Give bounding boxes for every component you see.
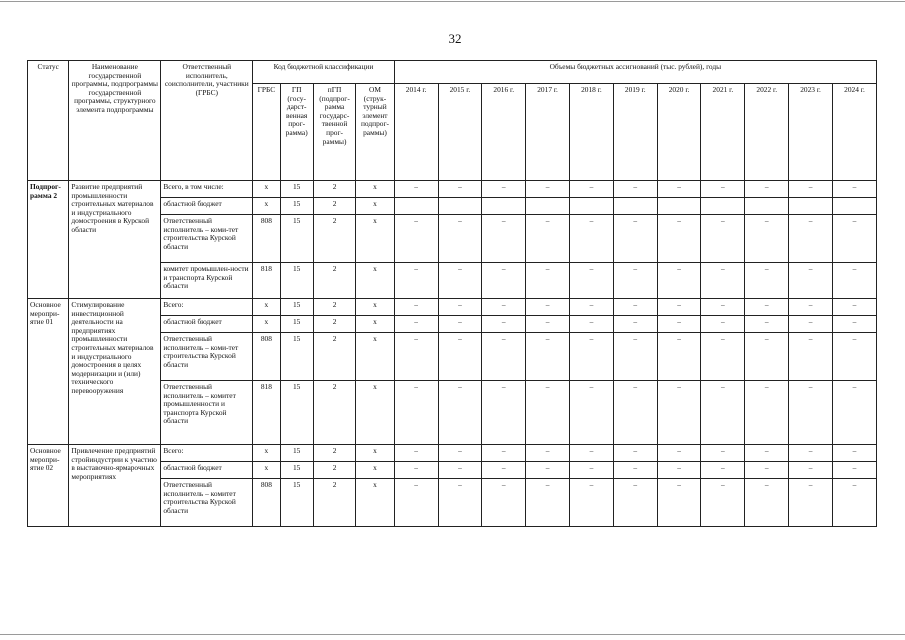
amount-cell: –	[570, 381, 614, 445]
grbs-cell: 818	[253, 263, 280, 299]
amount-cell: –	[438, 333, 482, 381]
amount-cell	[832, 198, 876, 215]
amount-cell: –	[789, 333, 833, 381]
amount-cell: –	[613, 462, 657, 479]
amount-cell: –	[570, 181, 614, 198]
amount-cell: –	[701, 381, 745, 445]
amount-cell	[526, 198, 570, 215]
amount-cell: –	[438, 215, 482, 263]
grbs-cell: 808	[253, 215, 280, 263]
amount-cell	[613, 198, 657, 215]
header-om: ОМ (струк-турный элемент подпрог-раммы)	[356, 84, 394, 181]
grbs-cell: х	[253, 445, 280, 462]
amount-cell: –	[789, 181, 833, 198]
grbs-cell: х	[253, 181, 280, 198]
gp-cell: 15	[280, 299, 313, 316]
header-year: 2020 г.	[657, 84, 701, 181]
amount-cell: –	[482, 479, 526, 527]
budget-table	[27, 60, 877, 527]
status-cell: Основное меропри-ятие 01	[28, 299, 69, 445]
table-header	[28, 61, 877, 181]
amount-cell: –	[613, 381, 657, 445]
header-year: 2015 г.	[438, 84, 482, 181]
pgp-cell: 2	[313, 381, 355, 445]
om-cell: х	[356, 316, 394, 333]
amount-cell: –	[832, 215, 876, 263]
amount-cell	[657, 198, 701, 215]
grbs-cell: х	[253, 462, 280, 479]
amount-cell: –	[438, 381, 482, 445]
amount-cell: –	[657, 479, 701, 527]
amount-cell: –	[789, 462, 833, 479]
amount-cell: –	[482, 333, 526, 381]
amount-cell: –	[394, 215, 438, 263]
pgp-cell: 2	[313, 462, 355, 479]
grbs-cell: 818	[253, 381, 280, 445]
grbs-cell: 808	[253, 479, 280, 527]
amount-cell: –	[832, 445, 876, 462]
amount-cell: –	[657, 215, 701, 263]
om-cell: х	[356, 299, 394, 316]
header-year: 2016 г.	[482, 84, 526, 181]
amount-cell: –	[482, 181, 526, 198]
header-year: 2022 г.	[745, 84, 789, 181]
header-year: 2017 г.	[526, 84, 570, 181]
amount-cell: –	[789, 263, 833, 299]
amount-cell: –	[745, 299, 789, 316]
om-cell: х	[356, 215, 394, 263]
pgp-cell: 2	[313, 445, 355, 462]
executor-cell: комитет промышлен-ности и транспорта Курской области	[161, 263, 253, 299]
amount-cell: –	[657, 445, 701, 462]
top-divider	[0, 1, 905, 2]
amount-cell: –	[570, 299, 614, 316]
program-name-cell: Развитие предприятий промышленности строительных материалов и индустриального домостроения в Курской области	[69, 181, 161, 299]
amount-cell: –	[701, 299, 745, 316]
amount-cell: –	[482, 215, 526, 263]
amount-cell	[745, 198, 789, 215]
pgp-cell: 2	[313, 263, 355, 299]
amount-cell: –	[701, 263, 745, 299]
executor-cell: Всего:	[161, 299, 253, 316]
status-cell: Подпрог-рамма 2	[28, 181, 69, 299]
amount-cell: –	[657, 316, 701, 333]
amount-cell: –	[789, 445, 833, 462]
om-cell: х	[356, 333, 394, 381]
gp-cell: 15	[280, 333, 313, 381]
amount-cell: –	[745, 316, 789, 333]
bottom-divider	[0, 634, 905, 635]
amount-cell: –	[789, 299, 833, 316]
amount-cell: –	[613, 479, 657, 527]
grbs-cell: 808	[253, 333, 280, 381]
amount-cell: –	[701, 479, 745, 527]
amount-cell: –	[832, 462, 876, 479]
amount-cell: –	[789, 381, 833, 445]
header-year: 2024 г.	[832, 84, 876, 181]
amount-cell: –	[832, 479, 876, 527]
amount-cell: –	[832, 299, 876, 316]
om-cell: х	[356, 479, 394, 527]
amount-cell: –	[745, 445, 789, 462]
amount-cell: –	[701, 181, 745, 198]
header-years-group: Объемы бюджетных ассигнований (тыс. рублей), годы	[394, 61, 876, 84]
amount-cell: –	[482, 462, 526, 479]
amount-cell: –	[438, 263, 482, 299]
amount-cell: –	[613, 181, 657, 198]
executor-cell: областной бюджет	[161, 316, 253, 333]
executor-cell: Ответственный исполнитель – комитет промышленности и транспорта Курской области	[161, 381, 253, 445]
amount-cell: –	[657, 181, 701, 198]
amount-cell: –	[526, 215, 570, 263]
header-gp: ГП (госу-дарст-венная прог-рамма)	[280, 84, 313, 181]
header-year: 2021 г.	[701, 84, 745, 181]
amount-cell: –	[482, 316, 526, 333]
amount-cell: –	[570, 445, 614, 462]
amount-cell	[482, 198, 526, 215]
amount-cell: –	[438, 479, 482, 527]
amount-cell	[701, 198, 745, 215]
header-year: 2023 г.	[789, 84, 833, 181]
pgp-cell: 2	[313, 198, 355, 215]
amount-cell: –	[789, 215, 833, 263]
pgp-cell: 2	[313, 215, 355, 263]
executor-cell: областной бюджет	[161, 462, 253, 479]
amount-cell: –	[526, 181, 570, 198]
amount-cell: –	[613, 333, 657, 381]
header-name: Наименование государственной программы, подпрограммы государственной программы, структурного элемента подпрограммы	[69, 61, 161, 181]
amount-cell: –	[745, 462, 789, 479]
header-year: 2019 г.	[613, 84, 657, 181]
amount-cell: –	[832, 316, 876, 333]
amount-cell	[789, 198, 833, 215]
amount-cell: –	[832, 333, 876, 381]
amount-cell: –	[526, 316, 570, 333]
amount-cell: –	[701, 316, 745, 333]
gp-cell: 15	[280, 316, 313, 333]
amount-cell: –	[832, 263, 876, 299]
amount-cell	[394, 198, 438, 215]
om-cell: х	[356, 381, 394, 445]
amount-cell	[570, 198, 614, 215]
grbs-cell: х	[253, 198, 280, 215]
page-number: 32	[448, 31, 462, 46]
pgp-cell: 2	[313, 316, 355, 333]
om-cell: х	[356, 181, 394, 198]
table-body	[28, 181, 877, 527]
pgp-cell: 2	[313, 299, 355, 316]
header-year: 2018 г.	[570, 84, 614, 181]
amount-cell: –	[832, 181, 876, 198]
gp-cell: 15	[280, 462, 313, 479]
program-name-cell: Стимулирование инвестиционной деятельности на предприятиях промышленности строительных материалов и индустриального домостроения в целях модернизации и (или) технического перевооружения	[69, 299, 161, 445]
amount-cell: –	[657, 263, 701, 299]
executor-cell: Всего, в том числе:	[161, 181, 253, 198]
amount-cell: –	[613, 445, 657, 462]
amount-cell: –	[613, 263, 657, 299]
amount-cell: –	[394, 263, 438, 299]
gp-cell: 15	[280, 263, 313, 299]
amount-cell: –	[701, 462, 745, 479]
executor-cell: Ответственный исполнитель – коми-тет строительства Курской области	[161, 215, 253, 263]
table-row	[28, 181, 877, 198]
amount-cell: –	[394, 333, 438, 381]
amount-cell: –	[526, 263, 570, 299]
header-codes-group: Код бюджетной классификации	[253, 61, 394, 84]
amount-cell: –	[745, 333, 789, 381]
amount-cell: –	[526, 445, 570, 462]
gp-cell: 15	[280, 445, 313, 462]
amount-cell: –	[482, 263, 526, 299]
amount-cell: –	[745, 215, 789, 263]
amount-cell: –	[526, 333, 570, 381]
amount-cell: –	[394, 445, 438, 462]
amount-cell: –	[657, 462, 701, 479]
amount-cell: –	[657, 381, 701, 445]
header-year: 2014 г.	[394, 84, 438, 181]
amount-cell: –	[789, 479, 833, 527]
pgp-cell: 2	[313, 333, 355, 381]
program-name-cell: Привлечение предприятий стройиндустрии к участию в выставочно-ярмарочных мероприятиях	[69, 445, 161, 527]
gp-cell: 15	[280, 381, 313, 445]
amount-cell: –	[394, 462, 438, 479]
amount-cell: –	[438, 462, 482, 479]
header-executor: Ответственный исполнитель, соисполнители, участники (ГРБС)	[161, 61, 253, 181]
executor-cell: Ответственный исполнитель – коми-тет строительства Курской области	[161, 333, 253, 381]
amount-cell: –	[526, 462, 570, 479]
amount-cell: –	[613, 316, 657, 333]
amount-cell: –	[482, 299, 526, 316]
table-row	[28, 299, 877, 316]
amount-cell: –	[701, 333, 745, 381]
amount-cell: –	[745, 181, 789, 198]
amount-cell: –	[526, 381, 570, 445]
amount-cell: –	[570, 479, 614, 527]
om-cell: х	[356, 445, 394, 462]
amount-cell: –	[789, 316, 833, 333]
amount-cell: –	[701, 445, 745, 462]
amount-cell: –	[657, 333, 701, 381]
gp-cell: 15	[280, 181, 313, 198]
amount-cell: –	[482, 445, 526, 462]
amount-cell: –	[745, 381, 789, 445]
amount-cell: –	[438, 181, 482, 198]
amount-cell: –	[570, 462, 614, 479]
pgp-cell: 2	[313, 181, 355, 198]
amount-cell: –	[657, 299, 701, 316]
header-pgp: пГП (подпрог-рамма государс-твенной прог-раммы)	[313, 84, 355, 181]
executor-cell: Всего:	[161, 445, 253, 462]
amount-cell: –	[570, 333, 614, 381]
om-cell: х	[356, 462, 394, 479]
amount-cell: –	[394, 316, 438, 333]
amount-cell: –	[526, 299, 570, 316]
amount-cell: –	[745, 479, 789, 527]
amount-cell: –	[394, 299, 438, 316]
status-cell: Основное меропри-ятие 02	[28, 445, 69, 527]
amount-cell: –	[394, 381, 438, 445]
executor-cell: областной бюджет	[161, 198, 253, 215]
amount-cell: –	[438, 299, 482, 316]
om-cell: х	[356, 263, 394, 299]
amount-cell: –	[394, 479, 438, 527]
amount-cell: –	[745, 263, 789, 299]
grbs-cell: х	[253, 316, 280, 333]
amount-cell: –	[613, 215, 657, 263]
amount-cell: –	[570, 215, 614, 263]
header-status: Статус	[28, 61, 69, 181]
header-grbs: ГРБС	[253, 84, 280, 181]
gp-cell: 15	[280, 198, 313, 215]
pgp-cell: 2	[313, 479, 355, 527]
om-cell: х	[356, 198, 394, 215]
amount-cell	[438, 198, 482, 215]
amount-cell: –	[526, 479, 570, 527]
gp-cell: 15	[280, 479, 313, 527]
amount-cell: –	[482, 381, 526, 445]
gp-cell: 15	[280, 215, 313, 263]
amount-cell: –	[394, 181, 438, 198]
amount-cell: –	[438, 445, 482, 462]
amount-cell: –	[570, 316, 614, 333]
grbs-cell: х	[253, 299, 280, 316]
amount-cell: –	[832, 381, 876, 445]
amount-cell: –	[570, 263, 614, 299]
table-row	[28, 445, 877, 462]
amount-cell: –	[613, 299, 657, 316]
amount-cell: –	[438, 316, 482, 333]
executor-cell: Ответственный исполнитель – комитет строительства Курской области	[161, 479, 253, 527]
amount-cell: –	[701, 215, 745, 263]
